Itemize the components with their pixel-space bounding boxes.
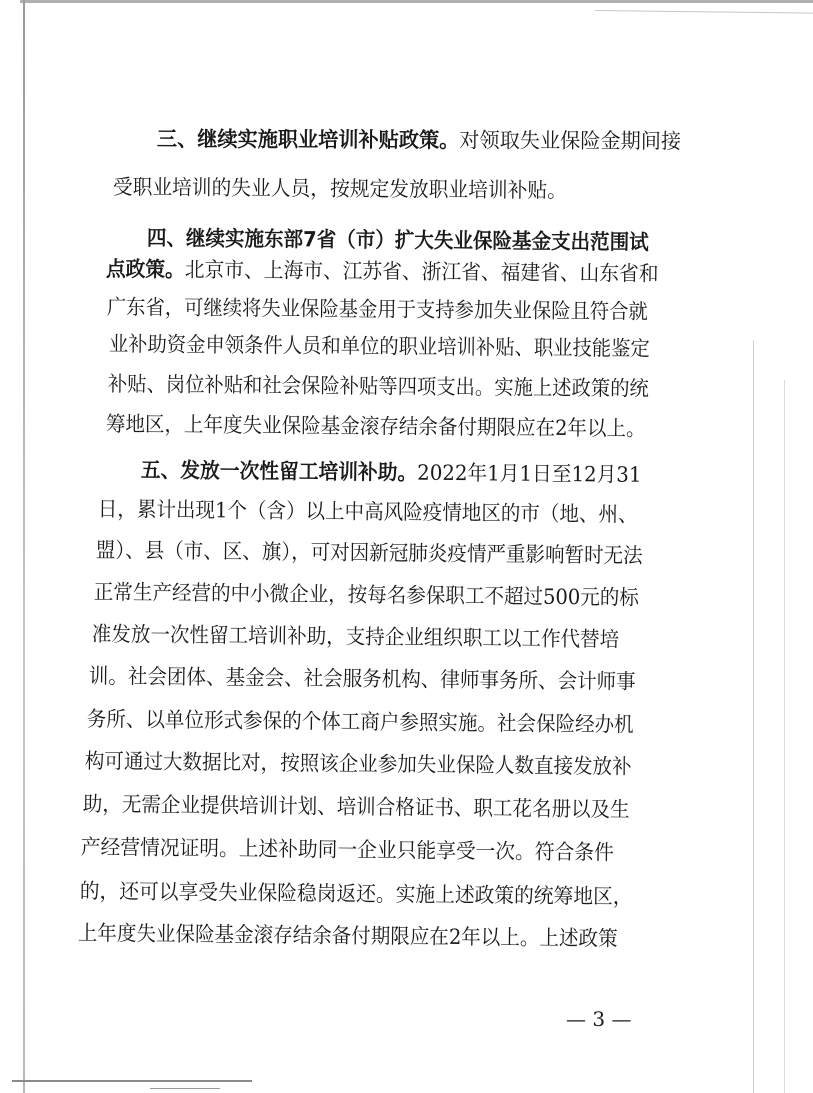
- scan-left-edge: [23, 0, 25, 1093]
- text-line: 业补助资金申领条件人员和单位的职业培训补贴、职业技能鉴定: [108, 331, 650, 361]
- text-line: 日，累计出现1个（含）以上中高风险疫情地区的市（地、州、: [97, 496, 638, 527]
- text-line: 正常生产经营的中小微企业，按每名参保职工不超过500元的标: [93, 579, 640, 610]
- text-line: 助，无需企业提供培训计划、培训合格证书、职工花名册以及生: [82, 791, 630, 822]
- scan-top-edge: [0, 0, 813, 26]
- text-line: 构可通过大数据比对，按照该企业参加失业保险人数直接发放补: [84, 748, 632, 779]
- text-line: 准发放一次性留工培训补助，支持企业组织职工以工作代替培: [91, 621, 620, 652]
- scan-right-mark-2: [784, 380, 785, 1093]
- text-line: 的，还可以享受失业保险稳岗返还。实施上述政策的统筹地区，: [79, 878, 633, 909]
- text-line: 广东省，可继续将失业保险基金用于支持参加失业保险且符合就: [106, 294, 648, 324]
- text-line: 三、继续实施职业培训补贴政策。对领取失业保险金期间接: [156, 126, 682, 154]
- text-line: 点政策。北京市、上海市、江苏省、浙江省、福建省、山东省和: [105, 256, 659, 286]
- text-line: 上年度失业保险基金滚存结余备付期限应在2年以上。上述政策: [77, 920, 618, 951]
- text-line: 五、发放一次性留工培训补助。2022年1月1日至12月31: [140, 457, 642, 487]
- text-line: 训。社会团体、基金会、社会服务机构、律师事务所、会计师事: [88, 663, 636, 694]
- text-line: 产经营情况证明。上述补助同一企业只能享受一次。符合条件: [80, 834, 614, 865]
- text-line: 务所、以单位形式参保的个体工商户参照实施。社会保险经办机: [86, 706, 634, 737]
- text-line: 补贴、岗位补贴和社会保险补贴等四项支出。实施上述政策的统: [107, 371, 649, 401]
- scan-bottom-mark-2: [150, 1088, 220, 1089]
- scan-bottom-mark: [12, 1080, 252, 1082]
- text-line: 受职业培训的失业人员，按规定发放职业培训补贴。: [112, 174, 567, 203]
- page-number: — 3 —: [566, 1007, 632, 1031]
- scan-right-mark: [753, 340, 754, 1093]
- text-line: 四、继续实施东部7省（市）扩大失业保险基金支出范围试: [146, 225, 649, 255]
- text-line: 盟）、县（市、区、旗），可对因新冠肺炎疫情严重影响暂时无法: [95, 537, 643, 568]
- text-line: 筹地区，上年度失业保险基金滚存结余备付期限应在2年以上。: [105, 411, 646, 441]
